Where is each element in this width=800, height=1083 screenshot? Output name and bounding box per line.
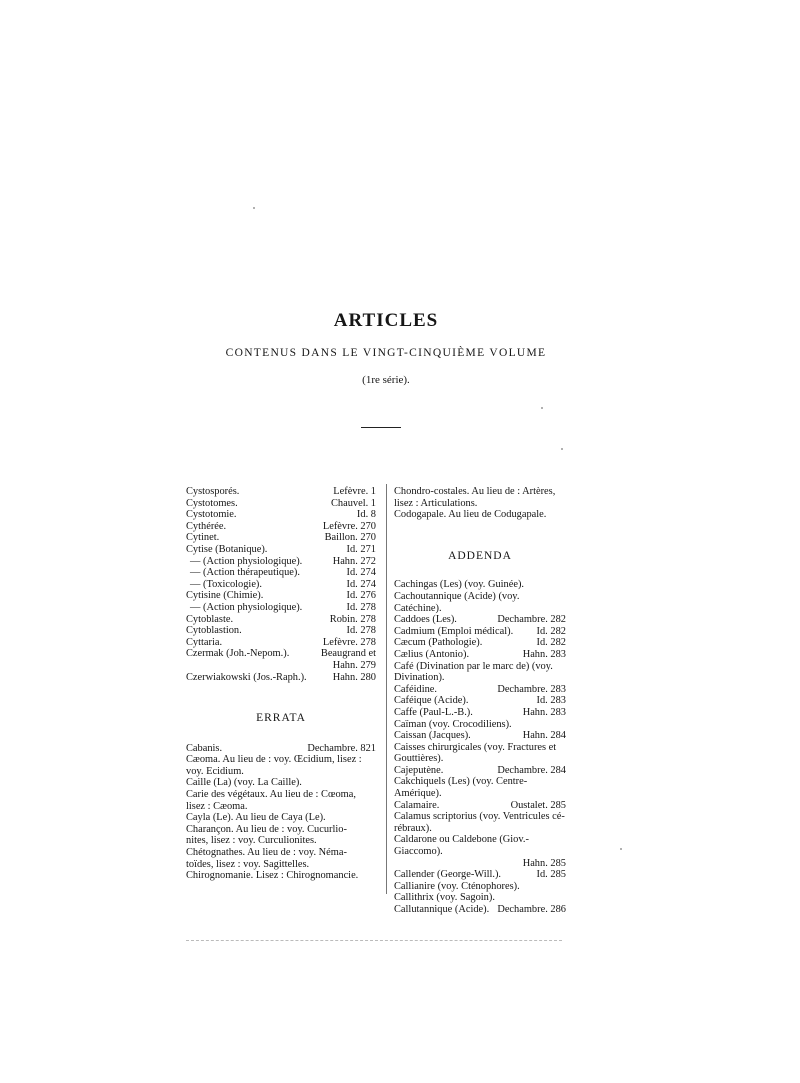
entry-row	[186, 532, 376, 544]
entry-title: Cytoblastion.	[186, 625, 242, 637]
entry-page: 1	[370, 486, 376, 497]
page-title: ARTICLES	[333, 310, 439, 331]
entry-author: Id.	[346, 601, 358, 613]
entry-page: 285	[550, 799, 566, 811]
text-line: Caldarone ou Caldebone (Giov.-Giaccomo).	[394, 834, 529, 858]
entry-row	[394, 730, 566, 742]
entry-ref	[493, 904, 566, 916]
entry-ref	[343, 625, 376, 637]
text-line: lisez : Cæoma.	[186, 800, 248, 812]
errata-list	[186, 743, 376, 882]
text-line: lisez : Articulations.	[394, 497, 478, 509]
entry-author: Hahn.	[522, 730, 548, 742]
entry-author: Id.	[346, 625, 358, 637]
entry-row	[394, 869, 566, 881]
entry-ref	[533, 626, 566, 638]
entry-title: Czerwiakowski (Jos.-Raph.).	[186, 671, 307, 683]
entry-row	[186, 743, 376, 755]
entry-page: 286	[550, 904, 566, 915]
entry-author: Lefèvre.	[322, 520, 358, 532]
footer-dotted-rule	[186, 940, 562, 941]
entry-title: Cabanis.	[186, 742, 223, 754]
entry-page: 272	[360, 555, 376, 567]
entry-row	[394, 858, 566, 870]
entry-author: Hahn.	[522, 857, 548, 869]
entry-page: 284	[550, 764, 566, 776]
title-rule	[361, 427, 401, 428]
entry-page: 283	[550, 695, 566, 707]
entry-row	[186, 672, 376, 684]
entry-title: — (Action thérapeutique).	[190, 567, 300, 579]
text-line: Gouttières).	[394, 753, 444, 765]
entry-author: Dechambre.	[497, 683, 548, 695]
entry-author: Hahn.	[522, 648, 548, 660]
entry-title: — (Action physiologique).	[190, 555, 303, 567]
entry-page: 271	[360, 543, 376, 555]
entry-ref	[343, 579, 376, 591]
entry-author: Beaugrand et	[320, 648, 376, 660]
entry-ref	[343, 544, 376, 556]
entry-title: Czermak (Joh.-Nepom.).	[186, 648, 290, 660]
entry-ref	[533, 869, 566, 881]
entry-author: Dechambre.	[497, 764, 548, 776]
entry-ref	[329, 672, 376, 684]
entry-ref	[493, 684, 566, 696]
entry-row	[394, 626, 566, 638]
entry-page: 282	[550, 637, 566, 649]
entry-ref	[329, 486, 376, 498]
entry-author: Hahn.	[332, 671, 358, 683]
text-line: Caille (La) (voy. La Caille).	[186, 777, 302, 789]
errata-heading: ERRATA	[256, 712, 306, 725]
entry-ref	[317, 648, 376, 660]
entry-title: Cytise (Botanique).	[186, 543, 268, 555]
entry-ref	[519, 858, 566, 870]
entry-page: 8	[370, 509, 376, 521]
entry-page: 280	[360, 671, 376, 683]
entry-page: 279	[360, 659, 376, 671]
series-label: (1re série).	[362, 374, 410, 386]
text-line: nites, lisez : voy. Curculionites.	[186, 835, 317, 847]
text-line: Cachingas (Les) (voy. Guinée).	[394, 579, 525, 591]
entry-page: 274	[360, 567, 376, 579]
addenda-list	[394, 579, 566, 915]
entry-title: Cæcum (Pathologie).	[394, 637, 483, 649]
entry-ref	[343, 567, 376, 579]
text-line: Chétognathes. Au lieu de : voy. Néma-	[186, 847, 347, 859]
entry-page: 282	[550, 614, 566, 626]
entry-author: Oustalet.	[510, 799, 548, 811]
entry-ref	[327, 498, 376, 510]
entry-title: Cadmium (Emploi médical).	[394, 625, 514, 637]
entry-ref	[303, 743, 376, 755]
entry-title: Caféidine.	[394, 683, 437, 695]
entry-author: Id.	[536, 637, 548, 649]
entry-row	[186, 521, 376, 533]
entry-ref	[319, 521, 376, 533]
entry-title: Cytoblaste.	[186, 613, 234, 625]
entry-title: — (Toxicologie).	[190, 578, 262, 590]
entry-title: Cælius (Antonio).	[394, 648, 470, 660]
entry-page: 282	[550, 625, 566, 637]
text-line: Calamus scriptorius (voy. Ventricules cé-	[394, 811, 565, 823]
text-line: Codogapale. Au lieu de Codugapale.	[394, 509, 547, 521]
entry-row	[394, 765, 566, 777]
addenda-heading: ADDENDA	[448, 549, 512, 562]
entry-row	[186, 660, 376, 672]
entry-ref	[319, 637, 376, 649]
entry-page: 285	[550, 857, 566, 869]
entry-row	[394, 904, 566, 916]
left-column	[186, 486, 376, 882]
entry-title: Cajeputène.	[394, 764, 444, 776]
entry-row	[186, 614, 376, 626]
text-line: Charançon. Au lieu de : voy. Cucurlio-	[186, 823, 347, 835]
entry-page: 821	[360, 742, 376, 754]
text-line: Callithrix (voy. Sagoin).	[394, 892, 495, 904]
entry-title: Callutannique (Acide).	[394, 904, 490, 915]
entry-title: Cytisine (Chimie).	[186, 590, 264, 602]
text-line: Divination).	[394, 672, 445, 684]
entry-page: 285	[550, 869, 566, 881]
text-line: Carie des végétaux. Au lieu de : Cœoma,	[186, 789, 356, 801]
entry-row	[186, 498, 376, 510]
entry-ref	[533, 637, 566, 649]
entry-page: 283	[550, 683, 566, 695]
entry-row	[394, 614, 566, 626]
page-subtitle: CONTENUS DANS LE VINGT-CINQUIÈME VOLUME	[225, 347, 547, 359]
entry-row	[394, 649, 566, 661]
entry-author: Id.	[536, 695, 548, 707]
entry-row	[186, 486, 376, 498]
entry-row	[394, 695, 566, 707]
entry-ref	[329, 660, 376, 672]
text-line: Chirognomanie. Lisez : Chirognomancie.	[186, 870, 359, 882]
text-line: rébraux).	[394, 822, 432, 834]
entry-page: 270	[360, 520, 376, 532]
entry-page: 276	[360, 590, 376, 602]
entry-author: Hahn.	[522, 706, 548, 718]
entry-title: Cystosporés.	[186, 486, 240, 497]
text-line: Callianire (voy. Cténophores).	[394, 880, 520, 892]
entry-title: Cystotomie.	[186, 509, 237, 521]
entry-title: Caddoes (Les).	[394, 614, 457, 626]
entry-title: — (Action physiologique).	[190, 601, 303, 613]
entry-author: Id.	[346, 567, 358, 579]
text-line: toïdes, lisez : voy. Sagittelles.	[186, 858, 310, 870]
text-line: Cæoma. Au lieu de : voy. Œcidium, lisez :	[186, 754, 362, 766]
text-line: voy. Ecidium.	[186, 765, 244, 777]
entry-author: Id.	[346, 543, 358, 555]
entry-page: 284	[550, 730, 566, 742]
entry-row	[186, 590, 376, 602]
speck	[561, 448, 563, 450]
entry-author: Hahn.	[332, 659, 358, 671]
entry-author: Chauvel.	[330, 497, 369, 509]
entry-title: Caféique (Acide).	[394, 695, 469, 707]
entry-ref	[507, 800, 566, 812]
entry-title: Cytinet.	[186, 532, 220, 544]
text-line: Caïman (voy. Crocodiliens).	[394, 718, 512, 730]
entry-ref	[343, 590, 376, 602]
speck	[253, 207, 255, 209]
entry-ref	[343, 602, 376, 614]
entry-title: Calamaire.	[394, 799, 440, 811]
text-line: Cachoutannique (Acide) (voy. Catéchine).	[394, 590, 520, 614]
text-line: Chondro-costales. Au lieu de : Artères,	[394, 486, 556, 497]
entry-ref	[519, 649, 566, 661]
entry-author: Lefèvre.	[322, 636, 358, 648]
entry-title: Caffe (Paul-L.-B.).	[394, 706, 473, 718]
entry-row	[186, 637, 376, 649]
entry-row	[394, 684, 566, 696]
entry-row	[186, 567, 376, 579]
entry-author: Lefèvre.	[333, 486, 369, 497]
entry-row	[186, 648, 376, 660]
entry-page: 1	[370, 497, 376, 509]
entry-page: 278	[360, 636, 376, 648]
right-top-list	[394, 486, 566, 521]
entry-page: 278	[360, 625, 376, 637]
entry-page: 270	[360, 532, 376, 544]
entry-author: Id.	[346, 590, 358, 602]
right-column	[394, 486, 566, 916]
entry-ref	[353, 509, 376, 521]
entry-title: Cyttaria.	[186, 636, 223, 648]
entry-ref	[493, 614, 566, 626]
entry-author: Baillon.	[324, 532, 358, 544]
entry-page: 278	[360, 613, 376, 625]
column-divider	[386, 484, 387, 894]
entry-row	[186, 625, 376, 637]
entry-author: Id.	[346, 578, 358, 590]
entry-ref	[519, 730, 566, 742]
speck	[620, 848, 622, 850]
entry-row	[186, 556, 376, 568]
entry-title: Cystotomes.	[186, 497, 238, 509]
entry-author: Id.	[356, 509, 369, 521]
entry-row	[394, 637, 566, 649]
entry-author: Dechambre.	[497, 614, 548, 626]
entry-author: Id.	[536, 625, 548, 637]
entry-page: 274	[360, 578, 376, 590]
entry-ref	[326, 614, 376, 626]
entry-author: Dechambre.	[497, 904, 548, 915]
entry-row	[186, 509, 376, 521]
entry-ref	[533, 695, 566, 707]
entry-row	[394, 800, 566, 812]
text-line: Caisses chirurgicales (voy. Fractures et	[394, 741, 557, 753]
entry-ref	[329, 556, 376, 568]
entry-row	[186, 579, 376, 591]
speck	[541, 407, 543, 409]
entry-author: Id.	[536, 869, 548, 881]
entry-page: 283	[550, 648, 566, 660]
entry-ref	[321, 532, 376, 544]
entry-row	[394, 707, 566, 719]
text-line: Cayla (Le). Au lieu de Caya (Le).	[186, 812, 326, 824]
entry-row	[186, 602, 376, 614]
entry-title: Cythérée.	[186, 520, 227, 532]
entry-title: Callender (George-Will.).	[394, 869, 502, 881]
entry-author: Dechambre.	[307, 742, 358, 754]
entry-row	[186, 544, 376, 556]
entry-ref	[493, 765, 566, 777]
entry-title: Caissan (Jacques).	[394, 730, 471, 742]
article-list	[186, 486, 376, 683]
text-line: Café (Divination par le marc de) (voy.	[394, 660, 553, 672]
entry-author: Hahn.	[332, 555, 358, 567]
entry-ref	[519, 707, 566, 719]
text-line: Cakchiquels (Les) (voy. Centre-Amérique).	[394, 776, 528, 800]
entry-author: Robin.	[329, 613, 358, 625]
entry-page: 278	[360, 601, 376, 613]
entry-page: 283	[550, 706, 566, 718]
